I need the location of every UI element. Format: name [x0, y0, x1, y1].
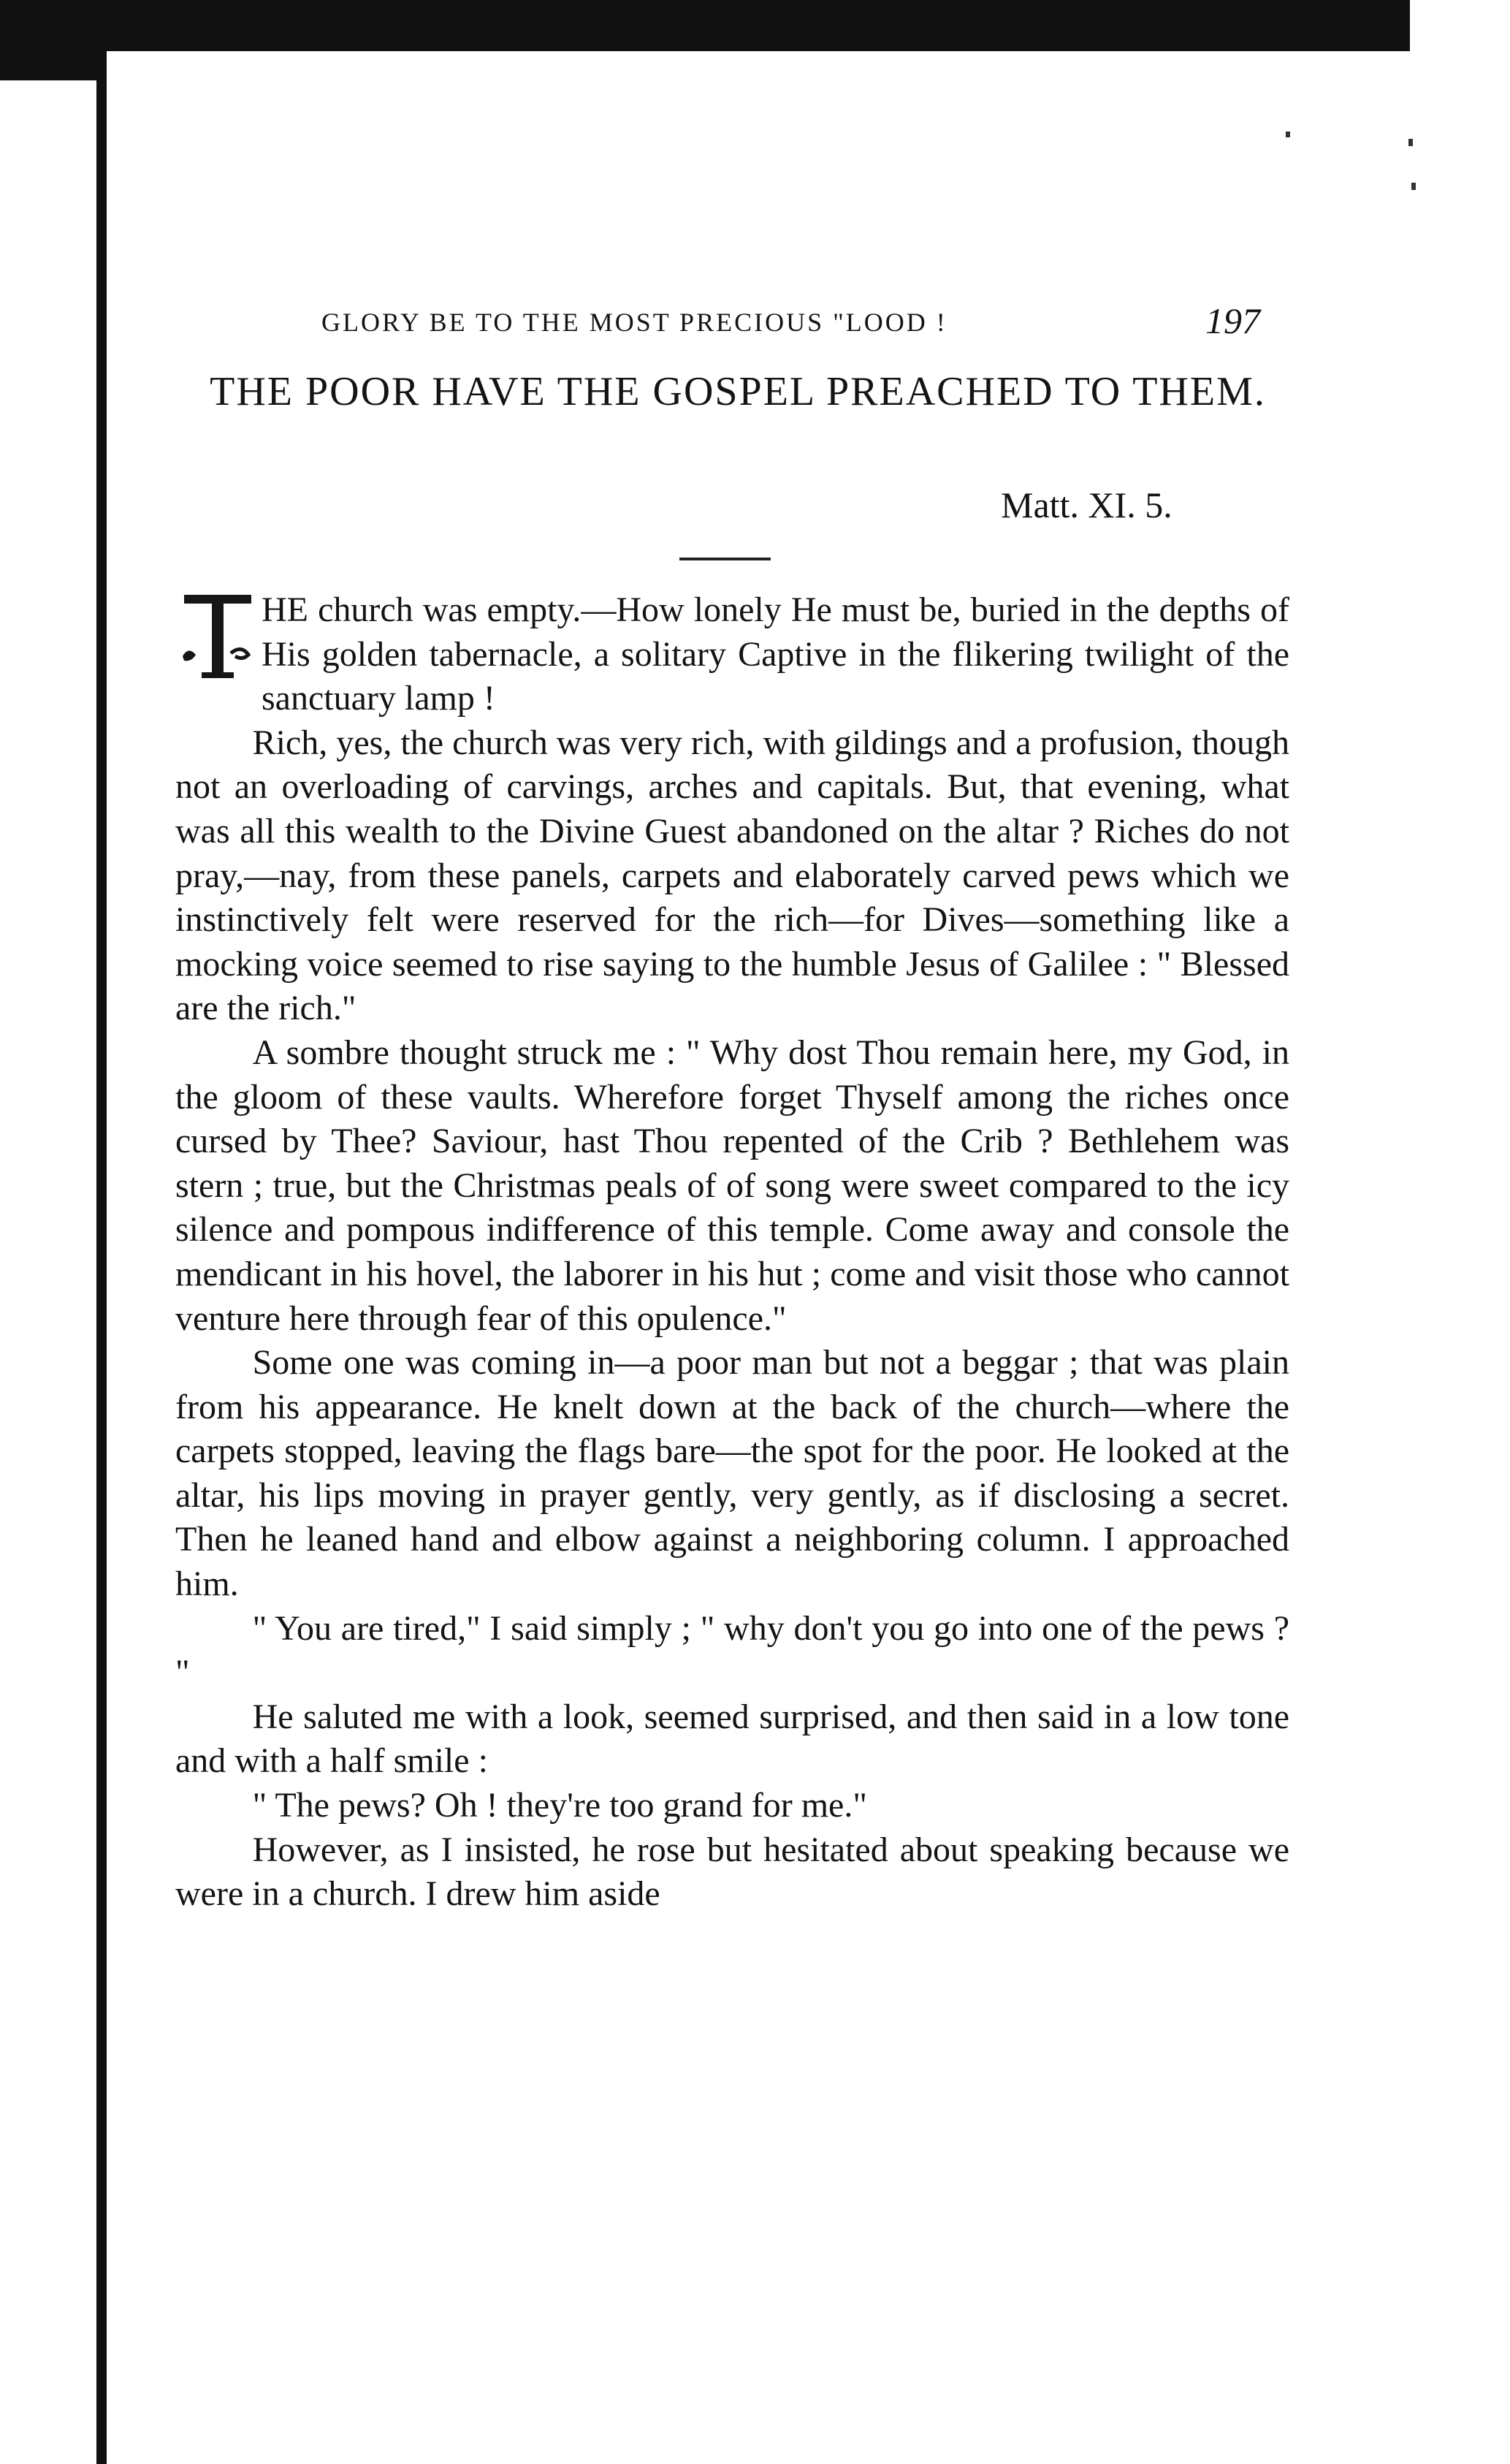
paragraph: However, as I insisted, he rose but hesitated about speaking because we were in a church. I drew him aside	[175, 1830, 1289, 1914]
body-text	[175, 588, 1289, 1917]
paragraph: Some one was coming in—a poor man but not a beggar ; that was plain from his appearance. He knelt down at the back of the church—where the carpets stopped, leaving the flags bare—the spot for the poor. He looked at the altar, his lips moving in prayer gently, very gently, as if disclosing a secret. Then he leaned hand and elbow against a neighboring column. I approached him.	[175, 1343, 1289, 1604]
dropcap-space	[175, 588, 262, 711]
paragraph: " You are tired," I said simply ; " why don't you go into one of the pews ? "	[175, 1608, 1289, 1692]
scripture-reference: Matt. XI. 5.	[1001, 484, 1172, 525]
scan-speck	[1286, 132, 1290, 137]
page-number: 197	[1205, 300, 1260, 341]
scan-speck	[1411, 183, 1416, 190]
chapter-title: THE POOR HAVE THE GOSPEL PREACHED TO THEM.	[210, 369, 1266, 414]
scan-left-corner	[0, 51, 96, 80]
paragraph: A sombre thought struck me : " Why dost Thou remain here, my God, in the gloom of these vaults. Wherefore forget Thyself among the riches once cursed by Thee? Saviour, hast Thou repented of the Crib ? Bethlehem was stern ; true, but the Christmas peals of of song were sweet compared to the icy silence and pompous indifference of this temple. Come away and console the mendicant in his hovel, the laborer in his hut ; come and visit those who cannot venture here through fear of this opulence."	[175, 1033, 1289, 1338]
paragraph: HE church was empty.—How lonely He must be, buried in the depths of His golden tabernacle, a solitary Captive in the flikering twilight of the sanctuary lamp !	[262, 590, 1289, 718]
paragraph: " The pews? Oh ! they're too grand for me."	[252, 1786, 867, 1825]
paragraph: He saluted me with a look, seemed surprised, and then said in a low tone and with a half smile :	[175, 1697, 1289, 1781]
scan-speck	[1408, 139, 1413, 146]
running-head: GLORY BE TO THE MOST PRECIOUS "LOOD !	[321, 308, 947, 337]
paragraph: Rich, yes, the church was very rich, with gildings and a profusion, though not an overloading of carvings, arches and capitals. But, that evening, what was all this wealth to the Divine Guest abandoned on the altar ? Riches do not pray,—nay, from these panels, carpets and elaborately carved pews which we instinctively felt were reserved for the rich—for Dives—something like a mocking voice seemed to rise saying to the humble Jesus of Galilee : " Blessed are the rich."	[175, 723, 1289, 1028]
scan-top-border	[0, 0, 1410, 51]
scan-left-border	[96, 0, 107, 2464]
title-divider	[679, 558, 771, 560]
